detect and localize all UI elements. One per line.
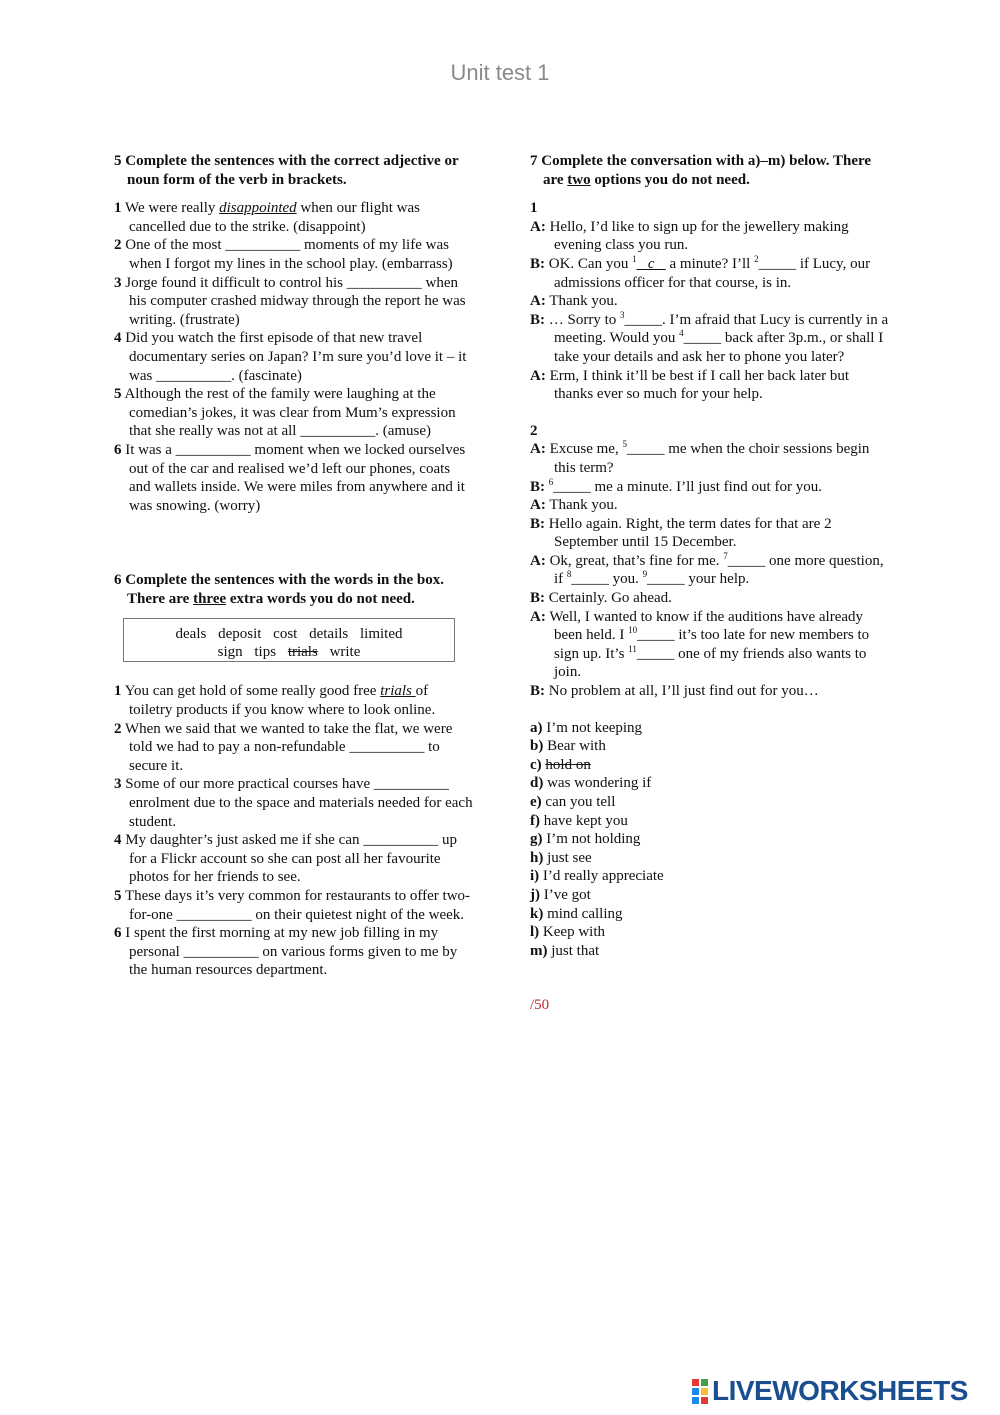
answer-example: trials — [380, 683, 416, 700]
option-item: a) I’m not keeping — [530, 719, 643, 736]
answer-example: disappointed — [219, 200, 297, 217]
answer-blank[interactable]: _____ — [758, 255, 797, 272]
spacer — [114, 662, 474, 682]
options-list — [530, 719, 890, 961]
dialogue-line: A: Excuse me, $^5$_____ me when the choir sessions begin this term? — [530, 439, 870, 476]
word-box-item: details — [309, 626, 349, 643]
dialogue-line: B: Hello again. Right, the term dates for that are 2 September until 15 December. — [530, 515, 832, 551]
dialogue-1-number: 1 — [530, 200, 538, 217]
answer-blank[interactable]: __________ — [175, 441, 251, 458]
dialogue-line: B: OK. Can you $^1$ c a minute? I’ll $^2$_____ if Lucy, our admissions officer for that course, is in. — [530, 253, 871, 291]
ex6-item-6: 6 I spent the first morning at my new job filling in my personal __________ on various forms given to me by the human resources department. — [114, 925, 458, 979]
exercise-6-heading: 6 Complete the sentences with the words in the box. There are three extra words you do not need. — [114, 572, 444, 607]
answer-blank[interactable]: _____ — [636, 645, 675, 662]
option-item: k) mind calling — [530, 905, 623, 922]
ex5-item-5: 5 Although the rest of the family were laughing at the comedian’s jokes, it was clear from Mum’s expression that she really was not at all __________. (amuse) — [114, 386, 456, 440]
exercise-instructions: Complete the sentences with the correct adjective or noun form of the verb in brackets. — [125, 153, 459, 188]
option-item: h) just see — [530, 849, 592, 866]
answer-blank[interactable]: __________ — [156, 367, 232, 384]
ex6-item-5: 5 These days it’s very common for restaurants to offer two-for-one __________ on their quietest night of the week. — [114, 888, 471, 923]
word-box-item: sign — [217, 644, 243, 661]
dialogue-1 — [530, 218, 890, 404]
answer-blank[interactable]: __________ — [373, 776, 449, 793]
word-box-item: limited — [360, 626, 403, 643]
exercise-number: 5 — [114, 153, 122, 169]
total-score: /50 — [530, 997, 550, 1014]
exercise-7-heading: 7 Complete the conversation with a)–m) below. There are two options you do not need. — [530, 153, 872, 188]
answer-blank[interactable]: __________ — [346, 274, 422, 291]
logo-grid-icon — [692, 1379, 708, 1404]
dialogue-line: B: $^6$_____ me a minute. I’ll just find out for you. — [530, 476, 822, 495]
spacer — [530, 960, 890, 996]
spacer — [530, 404, 890, 422]
exercise-number: 7 — [530, 153, 538, 169]
word-box-item: write — [329, 644, 361, 661]
ex6-item-3: 3 Some of our more practical courses have __________ enrolment due to the space and materials needed for each student. — [114, 776, 473, 830]
ex5-item-1: 1 We were really disappointed when our flight was cancelled due to the strike. (disappoint) — [114, 200, 420, 235]
ex6-item-4: 4 My daughter’s just asked me if she can __________ up for a Flickr account so she can post all her favourite photos for her friends to see. — [114, 832, 458, 886]
word-box-item-used: trials — [287, 644, 318, 661]
answer-blank[interactable]: __________ — [176, 906, 252, 923]
ex5-item-4: 4 Did you watch the first episode of that new travel documentary series on Japan? I’m sure you’d love it – it was __________. (fascinate) — [114, 330, 467, 384]
answer-blank[interactable]: _____ — [637, 627, 675, 644]
liveworksheets-logo — [692, 1376, 968, 1406]
option-item: b) Bear with — [530, 738, 606, 755]
answer-blank[interactable]: _____ — [571, 571, 609, 588]
word-box-item: deposit — [218, 626, 262, 643]
answer-blank[interactable]: __________ — [349, 739, 425, 756]
word-box-item: deals — [175, 626, 207, 643]
dialogue-line: A: Hello, I’d like to sign up for the jewellery making evening class you run. — [530, 218, 849, 254]
ex5-item-3: 3 Jorge found it difficult to control his __________ when his computer crashed midway through the report he was writing. (frustrate) — [114, 274, 466, 328]
answer-example: c — [647, 255, 655, 272]
answer-blank[interactable]: _____ — [647, 571, 685, 588]
answer-blank[interactable]: __________ — [183, 943, 259, 960]
dialogue-line: B: … Sorry to $^3$_____. I’m afraid that Lucy is currently in a meeting. Would you $^4$_____ back after 3p.m., or shall I take your details and ask her to phone you later? — [530, 309, 889, 365]
spacer — [530, 701, 890, 719]
ex6-item-1: 1 You can get hold of some really good free trials of toiletry products if you know where to look online. — [114, 683, 436, 719]
spacer — [114, 515, 474, 571]
option-item: d) was wondering if — [530, 775, 652, 792]
option-item: j) I’ve got — [530, 886, 591, 903]
dialogue-line: B: No problem at all, I’ll just find out for you… — [530, 683, 819, 700]
word-box-item: cost — [273, 626, 298, 643]
exercise-6-items — [114, 682, 474, 980]
left-column — [114, 152, 474, 980]
dialogue-line: A: Ok, great, that’s fine for me. $^7$_____ one more question, if $^8$_____ you. $^9$_____ your help. — [530, 550, 884, 588]
option-item: m) just that — [530, 942, 600, 959]
answer-blank[interactable]: __________ — [363, 832, 439, 849]
ex6-item-2: 2 When we said that we wanted to take the flat, we were told we had to pay a non-refundable __________ to secure it. — [114, 720, 453, 774]
word-box-item: tips — [254, 644, 277, 661]
answer-blank[interactable]: _____ — [624, 311, 662, 328]
logo-text: LIVEWORKSHEETS — [712, 1375, 968, 1406]
answer-blank[interactable]: __________ — [300, 423, 376, 440]
answer-blank[interactable]: __________ — [225, 237, 301, 254]
right-column — [530, 152, 890, 1015]
dialogue-line: A: Thank you. — [530, 497, 618, 514]
page-title: Unit test 1 — [450, 60, 550, 85]
option-item: i) I’d really appreciate — [530, 868, 664, 885]
answer-blank[interactable]: _____ — [727, 552, 766, 569]
ex5-item-2: 2 One of the most __________ moments of my life was when I forgot my lines in the school play. (embarrass) — [114, 237, 453, 272]
dialogue-line: A: Thank you. — [530, 293, 618, 310]
dialogue-line: B: Certainly. Go ahead. — [530, 590, 672, 607]
dialogue-2 — [530, 440, 890, 700]
dialogue-line: A: Well, I wanted to know if the auditions have already been held. I $^{10}$_____ it’s too late for new members to sign up. It’s $^{11}$_____ one of my friends also wants to join. — [530, 608, 870, 681]
option-item: l) Keep with — [530, 924, 605, 941]
word-box — [123, 618, 455, 662]
answer-blank[interactable]: _____ — [626, 441, 665, 458]
option-item: e) can you tell — [530, 794, 616, 810]
exercise-5-items — [114, 199, 474, 515]
exercise-number: 6 — [114, 572, 122, 589]
answer-blank[interactable]: _____ — [683, 330, 722, 347]
dialogue-line: A: Erm, I think it’ll be best if I call her back later but thanks ever so much for your help. — [530, 367, 850, 403]
dialogue-2-number: 2 — [530, 422, 538, 439]
exercise-5-heading — [114, 152, 474, 189]
option-item: g) I’m not holding — [530, 831, 641, 848]
option-item: f) have kept you — [530, 812, 628, 829]
answer-blank[interactable]: _____ — [553, 478, 591, 495]
ex5-item-6: 6 It was a __________ moment when we locked ourselves out of the car and realised we’d left our phones, coats and wallets inside. We were miles from anywhere and it was snowing. (worry) — [114, 441, 466, 514]
option-item-used: c) hold on — [530, 756, 591, 773]
